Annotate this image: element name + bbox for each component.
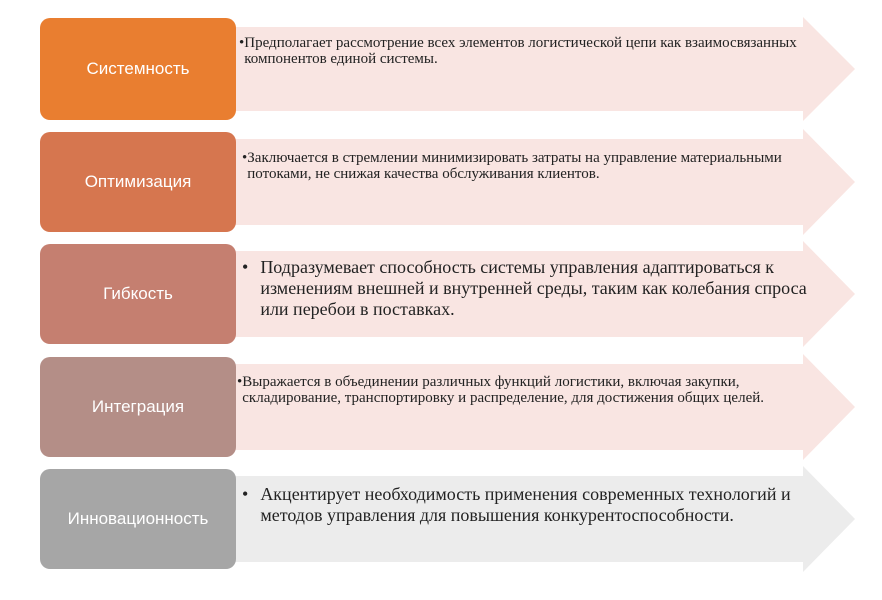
principle-text: Выражается в объединении различных функций логистики, включая закупки, складирование, транспортировку и распределение, для достижения общих целей.: [242, 374, 764, 406]
principle-text: Подразумевает способность системы управления адаптироваться к изменениям внешней и внутренней среды, таким как колебания спроса или перебои в поставках.: [260, 257, 807, 319]
principle-text: Предполагает рассмотрение всех элементов логистической цепи как взаимосвязанных компонентов единой системы.: [244, 35, 797, 67]
principle-text: Акцентирует необходимость применения современных технологий и методов управления для повышения конкурентоспособности.: [260, 484, 791, 525]
principle-description: [237, 374, 822, 406]
principle-row: [0, 17, 882, 121]
bullet-icon: •: [242, 484, 249, 504]
bullet-icon: •: [237, 374, 243, 390]
bullet-icon: •: [242, 150, 248, 166]
principle-row: [0, 241, 882, 347]
arrow-body: [200, 17, 855, 121]
principle-row: [0, 354, 882, 460]
principle-label: Инновационность: [67, 509, 209, 528]
principle-description: [237, 35, 802, 67]
principle-description: [237, 484, 797, 526]
principle-label: Интеграция: [91, 397, 185, 416]
principle-label-box: [40, 244, 236, 344]
arrow-body: [200, 129, 855, 235]
principle-label-box: [40, 469, 236, 569]
bullet-icon: •: [239, 35, 245, 51]
principle-label-box: [40, 18, 236, 120]
principle-description: [237, 150, 802, 182]
principle-label-box: [40, 357, 236, 457]
arrow-body: [200, 354, 855, 460]
principle-text: Заключается в стремлении минимизировать затраты на управление материальными потоками, не снижая качества обслуживания клиентов.: [247, 150, 782, 182]
principle-description: [237, 257, 807, 320]
principle-row: [0, 129, 882, 235]
bullet-icon: •: [242, 257, 249, 277]
principle-label: Оптимизация: [84, 172, 192, 191]
principle-row: [0, 466, 882, 572]
principle-label: Гибкость: [103, 284, 173, 303]
principle-label: Системность: [86, 59, 190, 78]
principle-label-box: [40, 132, 236, 232]
